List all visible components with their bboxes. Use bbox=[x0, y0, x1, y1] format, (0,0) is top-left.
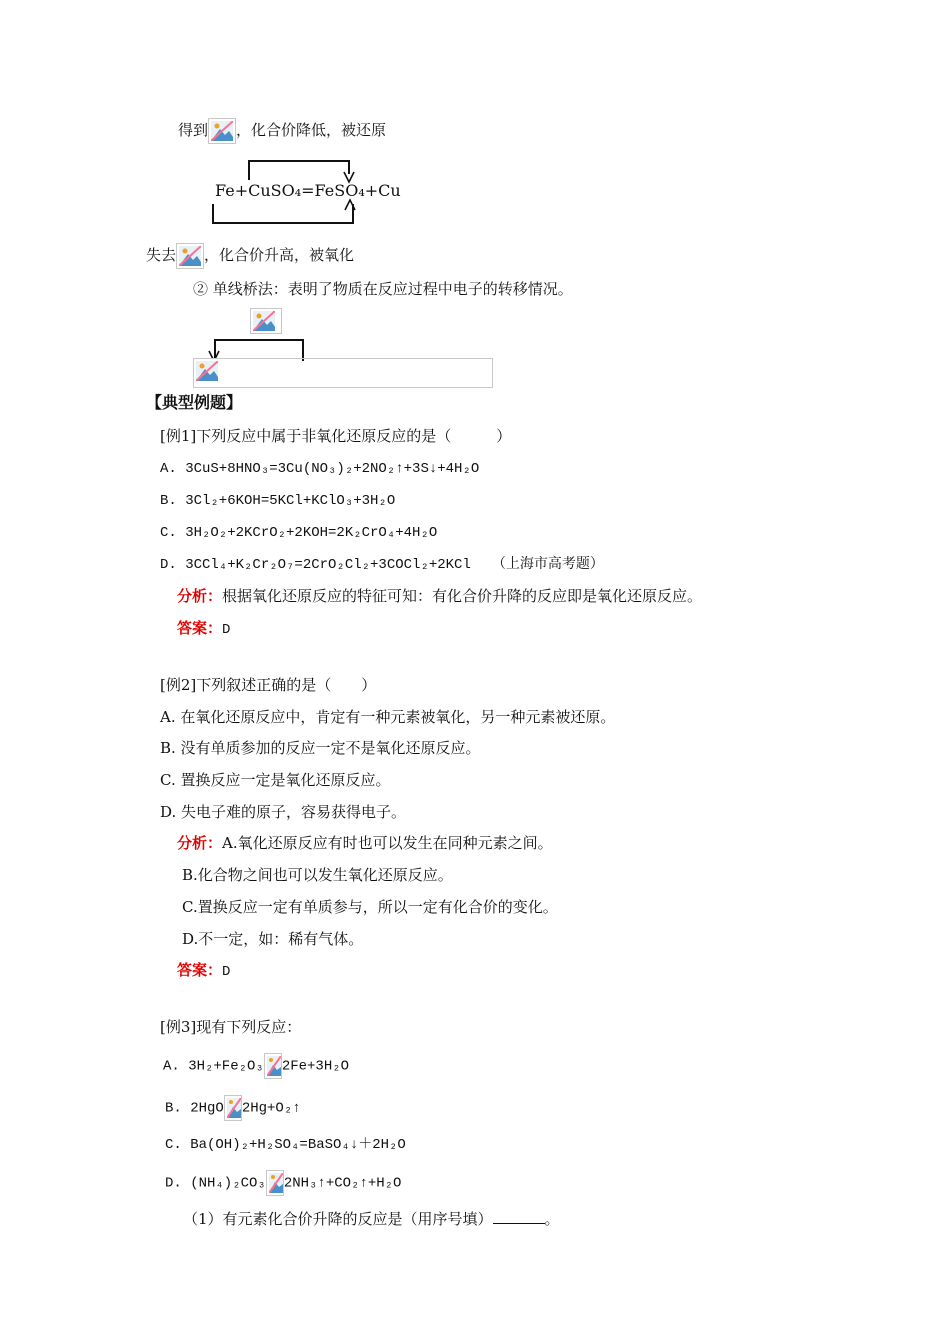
image-placeholder-icon bbox=[250, 308, 282, 334]
option-right: 2Fe+3H₂O bbox=[281, 1058, 350, 1075]
answer-label: 答案： bbox=[177, 619, 223, 637]
answer-blank[interactable] bbox=[493, 1209, 545, 1224]
lose-bracket bbox=[212, 204, 354, 224]
option-right: 2Hg+O₂↑ bbox=[241, 1100, 301, 1117]
gain-line bbox=[178, 118, 386, 144]
analysis-label: 分析： bbox=[177, 587, 223, 605]
example2-option-a: A. 在氧化还原反应中，肯定有一种元素被氧化，另一种元素被还原。 bbox=[160, 708, 616, 726]
example1-option-c: C. 3H₂O₂+2KCrO₂+2KOH=2K₂CrO₄+4H₂O bbox=[160, 525, 438, 541]
option-right: 2NH₃↑+CO₂↑+H₂O bbox=[283, 1175, 402, 1192]
subquestion-text: （1）有元素化合价升降的反应是（用序号填） bbox=[183, 1210, 493, 1228]
image-placeholder-icon bbox=[194, 359, 222, 385]
lose-prefix: 失去 bbox=[146, 246, 177, 264]
example2-option-b: B. 没有单质参加的反应一定不是氧化还原反应。 bbox=[160, 739, 481, 757]
answer-label: 答案： bbox=[177, 961, 223, 979]
up-arrow-icon bbox=[343, 198, 357, 212]
image-placeholder-icon bbox=[264, 1053, 282, 1079]
answer-value: D bbox=[222, 622, 231, 638]
example1-option-a: A. 3CuS+8HNO₃=3Cu(NO₃)₂+2NO₂↑+3S↓+4H₂O bbox=[160, 461, 480, 477]
image-placeholder-icon bbox=[224, 1095, 242, 1121]
option-left: B. 2HgO bbox=[165, 1100, 224, 1117]
example2-analysis bbox=[177, 833, 553, 853]
subquestion-end: 。 bbox=[544, 1210, 560, 1228]
lose-suffix: ，化合价升高，被氧化 bbox=[204, 246, 355, 264]
example2-option-d: D. 失电子难的原子，容易获得电子。 bbox=[160, 803, 407, 821]
example2-question: [例2]下列叙述正确的是（ ） bbox=[160, 676, 377, 694]
lose-line bbox=[146, 243, 354, 269]
gain-suffix: ，化合价降低，被还原 bbox=[236, 121, 387, 139]
example1-option-d: D. 3CCl₄+K₂Cr₂O₇=2CrO₂Cl₂+3COCl₂+2KCl （上海市高考题） bbox=[160, 557, 604, 573]
example1-option-b: B. 3Cl₂+6KOH=5KCl+KClO₃+3H₂O bbox=[160, 493, 396, 509]
answer-value: D bbox=[222, 964, 231, 980]
section-title: 【典型例题】 bbox=[146, 393, 243, 412]
analysis-line: C.置换反应一定有单质参与，所以一定有化合价的变化。 bbox=[182, 898, 558, 916]
gain-bracket bbox=[248, 160, 350, 180]
analysis-line: B.化合物之间也可以发生氧化还原反应。 bbox=[182, 866, 453, 884]
image-placeholder-icon bbox=[208, 118, 236, 144]
equation: Fe+CuSO₄=FeSO₄+Cu bbox=[215, 181, 401, 200]
option-left: A. 3H₂+Fe₂O₃ bbox=[163, 1058, 264, 1075]
analysis-line: A.氧化还原反应有时也可以发生在同种元素之间。 bbox=[222, 834, 553, 852]
example1-analysis bbox=[177, 586, 702, 606]
example3-question: [例3]现有下列反应： bbox=[160, 1018, 302, 1036]
example3-option-a bbox=[163, 1053, 349, 1079]
example2-option-c: C. 置换反应一定是氧化还原反应。 bbox=[160, 771, 391, 789]
option-left: D. (NH₄)₂CO₃ bbox=[165, 1175, 266, 1192]
example2-answer bbox=[177, 960, 230, 982]
analysis-text: 根据氧化还原反应的特征可知：有化合价升降的反应即是氧化还原反应。 bbox=[222, 587, 703, 605]
example3-option-b bbox=[165, 1095, 301, 1121]
example1-answer bbox=[177, 618, 230, 640]
example3-option-c: C. Ba(OH)₂+H₂SO₄=BaSO₄↓＋2H₂O bbox=[165, 1137, 406, 1153]
example3-subquestion bbox=[183, 1209, 560, 1229]
analysis-label: 分析： bbox=[177, 834, 223, 852]
analysis-line: D.不一定，如：稀有气体。 bbox=[182, 930, 364, 948]
image-placeholder-icon bbox=[176, 243, 204, 269]
single-bridge-text: ② 单线桥法：表明了物质在反应过程中电子的转移情况。 bbox=[193, 280, 573, 298]
image-placeholder-icon bbox=[266, 1170, 284, 1196]
example3-option-d bbox=[165, 1170, 401, 1196]
gain-prefix: 得到 bbox=[178, 121, 209, 139]
equation-image-box bbox=[193, 358, 493, 388]
example1-question: [例1]下列反应中属于非氧化还原反应的是（ ） bbox=[160, 427, 512, 445]
